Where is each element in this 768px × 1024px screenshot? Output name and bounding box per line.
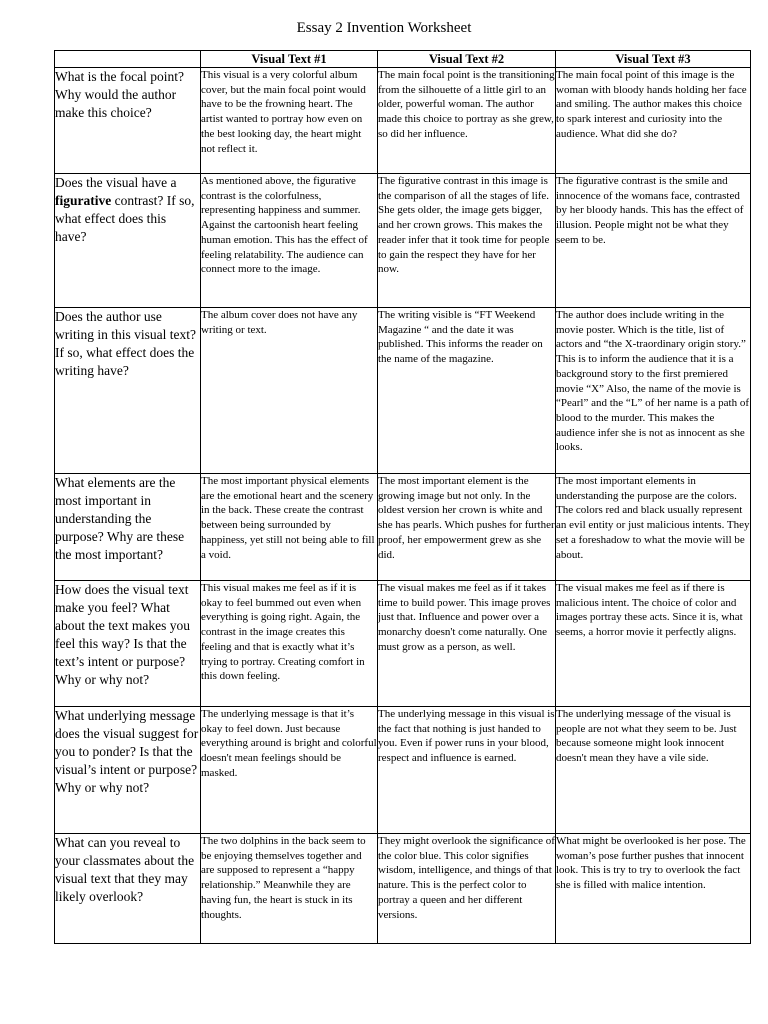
answer-cell: The underlying message of the visual is people are not what they seem to be. Just because someone might look innocent doesn't mean they have a vile side.	[556, 707, 751, 834]
question-text: Does the visual have a	[55, 175, 177, 190]
table-row	[55, 707, 751, 834]
answer-cell: The most important physical elements are the emotional heart and the scenery in the back. These create the contrast between being surrounded by happiness, yet still not being able to fill a void.	[201, 474, 378, 581]
answer-cell: The main focal point of this image is the woman with bloody hands holding her face and smiling. The author makes this choice to spark interest and curiosity into the audience. What did she do?	[556, 68, 751, 174]
question-emphasis: figurative	[55, 193, 112, 208]
answer-cell: This visual makes me feel as if it is okay to feel bummed out even when everything is going right. Again, the contrast in the image creates this feeling and that is exactly what it’s trying to portray. Creating comfort in this down feeling.	[201, 581, 378, 707]
worksheet-table	[54, 50, 751, 944]
answer-cell: This visual is a very colorful album cover, but the main focal point would have to be the frowning heart. The artist wanted to portray how even on the best looking day, the heart might not reflect it.	[201, 68, 378, 174]
table-row	[55, 474, 751, 581]
header-corner-cell	[55, 51, 201, 68]
answer-cell: What might be overlooked is her pose. The woman’s pose further pushes that innocent look. This is try to try to overlook the fact she is filled with malice intention.	[556, 834, 751, 944]
answer-cell: The underlying message in this visual is the fact that nothing is just handed to you. Even if power runs in your blood, respect and influence is earned.	[378, 707, 556, 834]
table-row	[55, 308, 751, 474]
question-cell: What is the focal point? Why would the author make this choice?	[55, 68, 201, 174]
page-title: Essay 2 Invention Worksheet	[296, 20, 472, 36]
answer-cell: The album cover does not have any writing or text.	[201, 308, 378, 474]
question-cell: What elements are the most important in understanding the purpose? Why are these the most important?	[55, 474, 201, 581]
table-row	[55, 68, 751, 174]
answer-cell: The most important elements in understanding the purpose are the colors. The colors red and black usually represent an evil entity or just malicious intents. They set a foreshadow to what the movie will be about.	[556, 474, 751, 581]
question-cell: How does the visual text make you feel? What about the text makes you feel this way? Is that the text’s intent or purpose? Why or why not?	[55, 581, 201, 707]
answer-cell: The visual makes me feel as if there is malicious intent. The choice of color and images portray these acts. Since it is, what seems, a horror movie it perfectly aligns.	[556, 581, 751, 707]
answer-cell: The two dolphins in the back seem to be enjoying themselves together and are supposed to represent a “happy relationship.” Meanwhile they are having fun, the heart is stuck in its thoughts.	[201, 834, 378, 944]
answer-cell: The figurative contrast in this image is the comparison of all the stages of life. She gets older, the image gets bigger, and her crown grows. This makes the reader infer that it took time for people to gain the respect they have for her now.	[378, 174, 556, 308]
column-header-visual-text-3: Visual Text #3	[556, 51, 751, 68]
answer-cell: As mentioned above, the figurative contrast is the colorfulness, representing happiness and summer. Against the cartoonish heart feeling human emotion. This has the effect of feeling relatability. The audience can connect more to the image.	[201, 174, 378, 308]
answer-cell: The underlying message is that it’s okay to feel down. Just because everything around is bright and colorful doesn't mean feelings should be masked.	[201, 707, 378, 834]
column-header-visual-text-1: Visual Text #1	[201, 51, 378, 68]
question-text: contrast? If so, what effect does this have?	[55, 193, 195, 244]
answer-cell: The writing visible is “FT Weekend Magazine “ and the date it was published. This informs the reader on the name of the magazine.	[378, 308, 556, 474]
answer-cell: The figurative contrast is the smile and innocence of the womans face, contrasted by her bloody hands. This has the effect of illusion. People might not be what they seem to be.	[556, 174, 751, 308]
column-header-visual-text-2: Visual Text #2	[378, 51, 556, 68]
table-header-row	[55, 51, 751, 68]
question-cell: What underlying message does the visual suggest for you to ponder? Is that the visual’s intent or purpose? Why or why not?	[55, 707, 201, 834]
answer-cell: They might overlook the significance of the color blue. This color signifies wisdom, intelligence, and things of that nature. This is the perfect color to portray a queen and her different versions.	[378, 834, 556, 944]
table-row	[55, 174, 751, 308]
table-row	[55, 581, 751, 707]
question-cell	[55, 174, 201, 308]
answer-cell: The main focal point is the transitioning from the silhouette of a little girl to an older, powerful woman. The author made this choice to portray as she grew, so did her influence.	[378, 68, 556, 174]
answer-cell: The author does include writing in the movie poster. Which is the title, list of actors and “the X-traordinary origin story.” This is to inform the audience that it is a background story to the first premiered movie “X” Also, the name of the movie is “Pearl” and the “L” of her name is a path of blood to the murder. This makes the audience infer she is not as innocent as she looks.	[556, 308, 751, 474]
question-cell: What can you reveal to your classmates about the visual text that they may likely overlook?	[55, 834, 201, 944]
table-row	[55, 834, 751, 944]
answer-cell: The most important element is the growing image but not only. In the oldest version her crown is white and she has pearls. Which pushes for further proof, her empowerment grew as she did.	[378, 474, 556, 581]
question-cell: Does the author use writing in this visual text? If so, what effect does the writing have?	[55, 308, 201, 474]
answer-cell: The visual makes me feel as if it takes time to build power. This image proves just that. Influence and power over a monarchy doesn't come naturally. One must grow as a person, as well.	[378, 581, 556, 707]
